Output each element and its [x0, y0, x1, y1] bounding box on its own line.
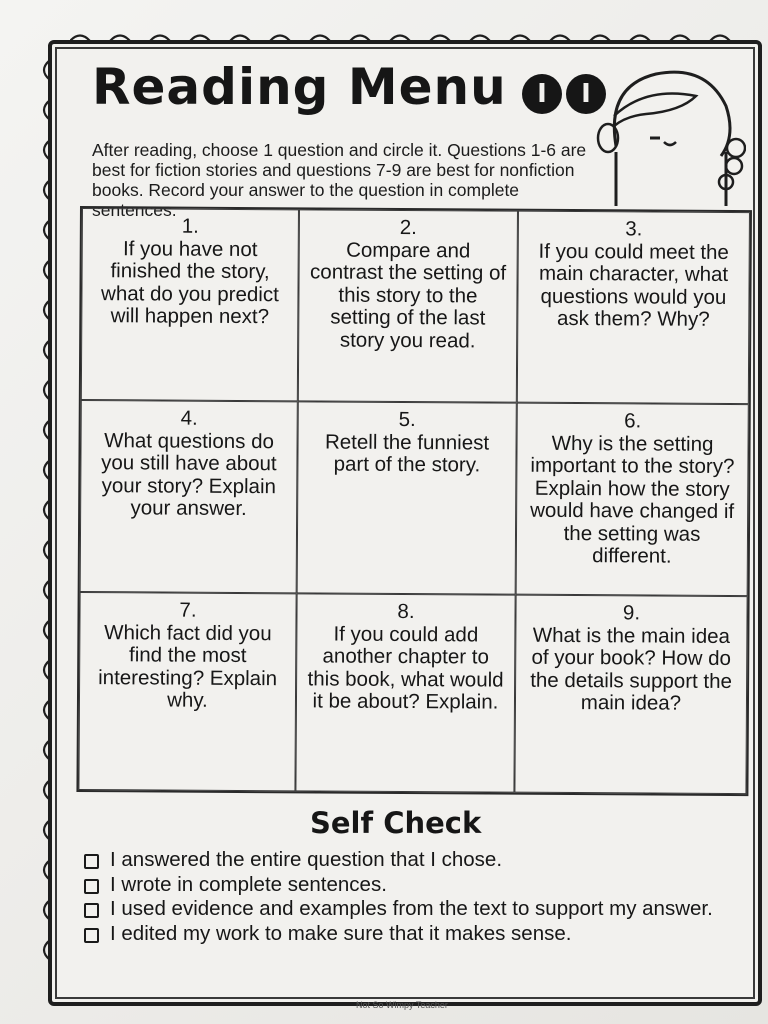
menu-question: If you could meet the main character, what questions would you ask them? Why? — [538, 239, 729, 331]
girl-character-illustration — [586, 56, 746, 206]
menu-cell[interactable] — [517, 211, 750, 404]
menu-number: 9. — [622, 601, 641, 625]
roman-numeral-badge: I — [566, 74, 606, 114]
checkbox-icon[interactable] — [84, 903, 99, 918]
menu-number: 4. — [180, 406, 198, 430]
menu-cell[interactable] — [78, 592, 296, 791]
menu-question: If you could add another chapter to this book, what would it be about? Explain. — [307, 622, 504, 714]
self-check-list — [84, 848, 724, 946]
menu-cell[interactable] — [295, 593, 515, 792]
menu-cell[interactable] — [297, 401, 517, 594]
roman-numeral-badge: I — [522, 74, 562, 114]
self-check-heading: Self Check — [310, 806, 482, 840]
menu-question: Retell the funniest part of the story. — [324, 430, 490, 477]
page-title: Reading Menu — [92, 58, 507, 116]
menu-number: 1. — [181, 214, 199, 238]
menu-question: Which fact did you find the most interesting? Explain why. — [98, 620, 278, 712]
footer-credit: Not So Wimpy Teacher — [356, 1000, 448, 1010]
menu-question: If you have not finished the story, what do you predict will happen next? — [101, 236, 279, 329]
menu-cell[interactable] — [80, 400, 298, 593]
menu-number: 2. — [399, 215, 417, 240]
menu-number: 5. — [398, 407, 416, 432]
menu-question: Why is the setting important to the story? Explain how the story would have changed if the setting was different. — [530, 431, 735, 568]
checkbox-icon[interactable] — [84, 879, 99, 894]
reading-menu-grid — [76, 206, 752, 796]
self-check-item — [84, 873, 724, 897]
menu-number: 8. — [397, 599, 415, 624]
checkbox-icon[interactable] — [84, 928, 99, 943]
self-check-item — [84, 897, 724, 921]
menu-cell[interactable] — [516, 403, 749, 596]
instructions-text: After reading, choose 1 question and circle it. Questions 1-6 are best for fiction stories and questions 7-9 are best for nonfiction books. Record your answer to the question in complete sentences. — [92, 139, 587, 220]
menu-cell[interactable] — [514, 595, 747, 794]
menu-number: 7. — [179, 598, 197, 622]
self-check-text: I used evidence and examples from the text to support my answer. — [110, 897, 713, 920]
menu-number: 3. — [625, 217, 643, 241]
menu-cell[interactable] — [81, 208, 299, 401]
self-check-text: I answered the entire question that I chose. — [110, 848, 503, 871]
self-check-item — [84, 922, 724, 946]
menu-question: Compare and contrast the setting of this story to the setting of the last story you read. — [310, 238, 507, 352]
menu-cell[interactable] — [298, 209, 518, 402]
checkbox-icon[interactable] — [84, 854, 99, 869]
self-check-text: I edited my work to make sure that it makes sense. — [110, 921, 572, 945]
menu-question: What questions do you still have about your story? Explain your answer. — [101, 428, 277, 521]
menu-question: What is the main idea of your book? How do the details support the main idea? — [530, 623, 733, 715]
menu-number: 6. — [624, 409, 642, 433]
self-check-text: I wrote in complete sentences. — [110, 872, 387, 896]
self-check-item — [84, 848, 724, 872]
